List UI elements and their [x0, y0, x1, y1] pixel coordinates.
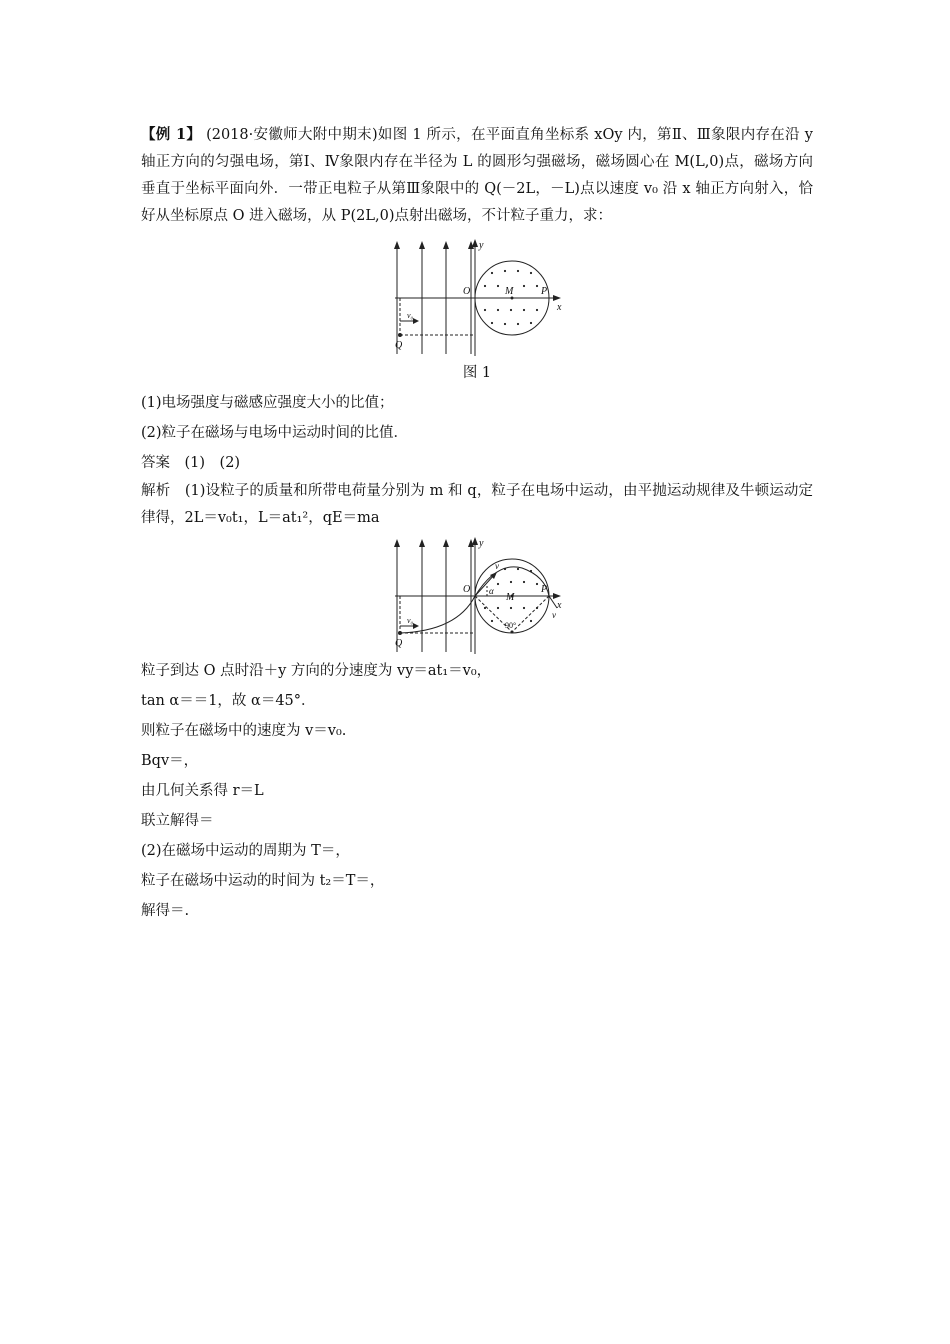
fig2-label-p: P	[541, 584, 548, 595]
fig1-label-x: x	[557, 302, 562, 313]
fig2-label-v0: v₀	[407, 616, 414, 625]
parabolic-path	[400, 596, 475, 633]
fig2-label-y: y	[479, 538, 484, 549]
fig1-label-v0: v₀	[407, 311, 414, 320]
step-3: 则粒子在磁场中的速度为 v＝v₀.	[141, 723, 347, 739]
fig2-label-o: O	[463, 584, 471, 595]
question-2: (2)粒子在磁场与电场中运动时间的比值．	[141, 425, 409, 441]
problem-text: (2018·安徽师大附中期末)如图 1 所示，在平面直角坐标系 xOy 内，第Ⅱ、Ⅲ象限内存在沿 y 轴正方向的匀强电场，第Ⅰ、Ⅳ象限内存在半径为 L 的圆形匀强磁场，磁场圆心在 M(L,0)点，磁场方向垂直于坐标平面向外．一带正电粒子从第Ⅲ象限中的 Q(－2L，－L)点以速度 v₀ 沿 x 轴正方向射入，恰好从坐标原点 O 进入磁场，从 P(2L,0)点射出磁场，不计粒子重力，求：	[141, 127, 813, 224]
fig1-label-m: M	[505, 286, 514, 297]
step-2: tan α＝＝1，故 α＝45°．	[141, 693, 316, 709]
fig1-label-p: P	[541, 286, 548, 297]
fig2-label-angle: 90°	[505, 621, 517, 630]
step-1: 粒子到达 O 点时沿＋y 方向的分速度为 vy＝at₁＝v₀，	[141, 663, 492, 679]
fig2-label-alpha: α	[489, 586, 494, 596]
step-9: 解得＝.	[141, 903, 190, 919]
analysis-intro: 解析 (1)设粒子的质量和所带电荷量分别为 m 和 q，粒子在电场中运动，由平抛运动规律及牛顿运动定律得，2L＝v₀t₁，L＝at₁²，qE＝ma	[141, 483, 813, 526]
document-body	[141, 121, 813, 926]
fig1-label-q: Q	[395, 340, 403, 351]
figure-1-caption: 图 1	[462, 365, 492, 381]
radius-line	[512, 596, 549, 632]
figure-1	[387, 238, 567, 358]
step-5: 由几何关系得 r＝L	[141, 783, 264, 799]
fig2-label-x: x	[557, 600, 562, 611]
step-6: 联立解得＝	[141, 813, 214, 829]
step-4: Bqv＝，	[141, 753, 199, 769]
fig2-label-v-top: v	[495, 561, 499, 571]
step-8: 粒子在磁场中运动的时间为 t₂＝T＝，	[141, 873, 385, 889]
fig1-label-o: O	[463, 286, 471, 297]
fig2-label-v-right: v	[552, 610, 556, 620]
problem-label: 【例 1】	[141, 126, 202, 143]
question-1: (1)电场强度与磁感应强度大小的比值；	[141, 395, 394, 411]
answer: 答案 (1) (2)	[141, 455, 241, 471]
fig2-label-q: Q	[395, 638, 403, 649]
figure-2	[387, 536, 567, 656]
fig2-label-m: M	[506, 592, 515, 603]
problem-statement	[141, 121, 813, 230]
step-7: (2)在磁场中运动的周期为 T＝，	[141, 843, 350, 859]
fig1-label-y: y	[479, 240, 484, 251]
